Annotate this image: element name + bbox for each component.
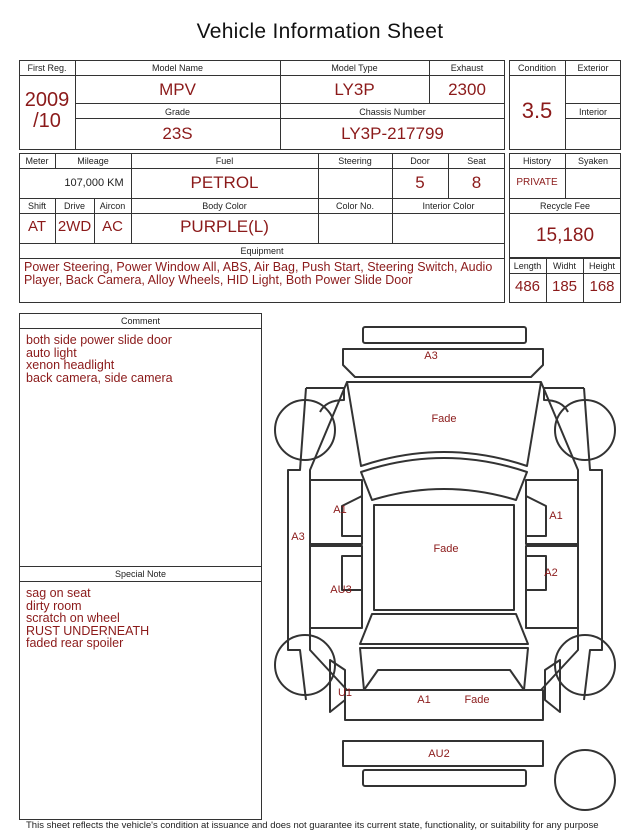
interior-color-label: Interior Color: [422, 201, 475, 211]
special-note-label: Special Note: [114, 569, 167, 579]
color-no-label: Color No.: [335, 201, 374, 211]
grade-value: 23S: [162, 124, 193, 143]
comment-list: [26, 334, 173, 384]
door-label: Door: [410, 156, 430, 166]
damage-mark-left-rear-fender: U1: [337, 687, 353, 699]
damage-mark-rear-right: Fade: [464, 694, 490, 706]
damage-mark-right-rear-door: A2: [544, 567, 558, 579]
seat-label: Seat: [467, 156, 486, 166]
aircon-value: AC: [102, 218, 123, 235]
comment-line: back camera, side camera: [26, 370, 173, 385]
first-reg-year: 2009: [24, 89, 70, 111]
damage-mark-left-front-fender: A3: [291, 531, 305, 543]
aircon-label: Aircon: [99, 201, 126, 211]
exhaust-value: 2300: [448, 80, 486, 99]
exterior-label: Exterior: [577, 63, 609, 73]
history-value: PRIVATE: [516, 177, 558, 188]
model-type-value: LY3P: [334, 80, 375, 99]
condition-label: Condition: [517, 63, 557, 73]
fuel-value: PETROL: [190, 173, 259, 192]
damage-mark-rear-left: A1: [417, 694, 431, 706]
syaken-label: Syaken: [577, 156, 609, 166]
comment-line: auto light: [26, 345, 77, 360]
grade-label: Grade: [164, 107, 190, 117]
recycle-fee-label: Recycle Fee: [539, 201, 591, 211]
special-note-list: [26, 587, 149, 650]
mileage-label: Mileage: [77, 156, 109, 166]
damage-mark-hood: Fade: [431, 413, 457, 425]
exhaust-label: Exhaust: [450, 63, 484, 73]
interior-label: Interior: [578, 107, 607, 117]
length-value: 486: [514, 278, 541, 295]
steering-label: Steering: [338, 156, 372, 166]
damage-mark-roof: Fade: [433, 543, 459, 555]
fuel-label: Fuel: [215, 156, 234, 166]
comment-label: Comment: [120, 316, 160, 326]
damage-mark-left-rear-door: AU3: [330, 584, 352, 596]
history-label: History: [522, 156, 551, 166]
car-damage-diagram: [262, 315, 640, 820]
model-type-label: Model Type: [331, 63, 378, 73]
mileage-value: 107,000 KM: [64, 177, 124, 189]
meter-label: Meter: [25, 156, 49, 166]
special-note-line: sag on seat: [26, 586, 91, 600]
length-label: Length: [513, 261, 542, 271]
damage-mark-rear-bumper: AU2: [428, 748, 450, 760]
height-value: 168: [589, 278, 615, 295]
chassis-number-value: LY3P-217799: [341, 124, 444, 143]
special-note-line: scratch on wheel: [26, 611, 120, 625]
damage-mark-right-front-door: A1: [549, 510, 563, 522]
damage-mark-front-bumper: A3: [424, 350, 438, 362]
chassis-number-label: Chassis Number: [359, 107, 426, 117]
comment-line: xenon headlight: [26, 358, 115, 372]
recycle-fee-value: 15,180: [535, 225, 595, 246]
model-name-value: MPV: [159, 80, 196, 99]
drive-label: Drive: [63, 201, 85, 211]
body-color-value: PURPLE(L): [180, 217, 269, 236]
disclaimer-footer: This sheet reflects the vehicle's condition at issuance and does not guarantee its current state, functionality, or suitability for any purpose: [26, 820, 599, 831]
door-value: 5: [415, 173, 425, 192]
height-label: Height: [588, 261, 615, 271]
damage-mark-left-front-door: A1: [333, 504, 347, 516]
body-color-label: Body Color: [202, 201, 247, 211]
model-name-label: Model Name: [151, 63, 204, 73]
equipment-value: Power Steering, Power Window All, ABS, Air Bag, Push Start, Steering Switch, Audio Player, Back Camera, Alloy Wheels, HID Light, Both Power Slide Door: [24, 260, 493, 287]
first-reg-label: First Reg.: [27, 63, 67, 73]
width-value: 185: [551, 278, 578, 295]
drive-value: 2WD: [57, 218, 92, 235]
comment-line: both side power slide door: [26, 333, 172, 347]
special-note-line: RUST UNDERNEATH: [26, 623, 150, 638]
seat-value: 8: [471, 173, 482, 192]
condition-value: 3.5: [521, 98, 553, 123]
equipment-label: Equipment: [240, 246, 284, 256]
special-note-line: faded rear spoiler: [26, 636, 124, 650]
shift-value: AT: [27, 218, 47, 235]
sheet-title: Vehicle Information Sheet: [196, 20, 444, 43]
first-reg-month: /10: [33, 110, 61, 132]
shift-label: Shift: [27, 201, 46, 211]
special-note-line: dirty room: [26, 598, 82, 613]
width-label: Widht: [552, 261, 576, 271]
